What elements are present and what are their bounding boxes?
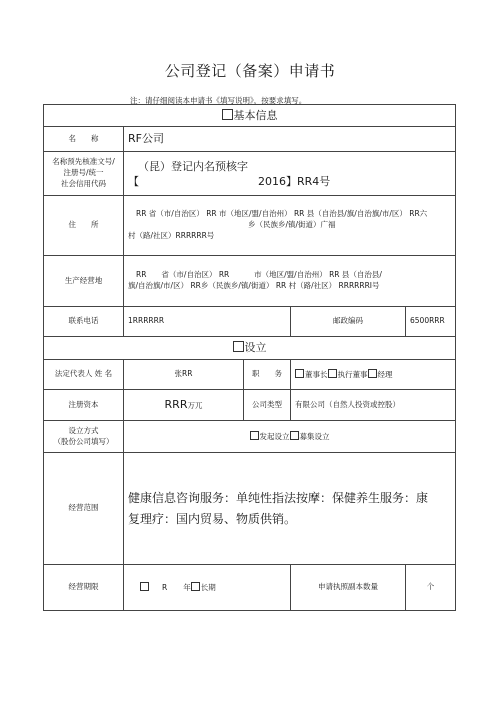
rep-row bbox=[44, 360, 456, 390]
prename-label bbox=[44, 152, 124, 196]
capital-unit: 万兀 bbox=[187, 401, 203, 411]
method-row bbox=[44, 421, 456, 453]
business-scope-field[interactable] bbox=[124, 453, 456, 565]
term-years-unit: 年 bbox=[183, 582, 191, 592]
checkbox-icon[interactable] bbox=[290, 431, 299, 440]
prename-value-line1: （昆）登记内名预核字 bbox=[138, 159, 248, 173]
domicile-row bbox=[44, 196, 456, 256]
place-line1: RR 省（市/自治区） RR 市（地区/盟/自治州） RR 县（自治县/ bbox=[136, 270, 382, 280]
term-options bbox=[124, 565, 291, 611]
chairman-option: 董事长 bbox=[305, 369, 328, 379]
prename-row bbox=[44, 152, 456, 196]
domicile-line2: 乡（民族乡/镇/街道）广福 bbox=[248, 220, 336, 230]
checkbox-icon[interactable] bbox=[295, 369, 304, 378]
section-basic-header bbox=[44, 105, 456, 127]
place-line2: 旗/自治旗/市/区） RR乡（民族乡/镇/街道） RR 村（路/社区） RRRRRRI号 bbox=[128, 281, 380, 290]
company-type-label: 公司类型 bbox=[244, 390, 291, 421]
section-basic-row bbox=[44, 105, 456, 127]
scope-line1: 健康信息咨询服务：单纯性指法按摩：保健养生服务：康 bbox=[128, 490, 429, 505]
executive-director-option: 执行董事 bbox=[337, 369, 368, 379]
name-row bbox=[44, 127, 456, 152]
page-title: 公司登记（备案）申请书 bbox=[164, 62, 336, 80]
domicile-line1: RR 省（市/自治区） RR 市（地区/盟/自治州） RR 县（自治县/旗/自治旗/市/区） RR六 bbox=[136, 209, 428, 219]
domicile-line3: 村（路/社区）RRRRRR号 bbox=[128, 230, 215, 240]
company-type-field[interactable]: 有限公司（自然人投资或控股） bbox=[291, 390, 456, 421]
copies-label: 申请执照副本数量 bbox=[291, 565, 406, 611]
scope-row bbox=[44, 453, 456, 565]
subscription-option: 募集设立 bbox=[299, 431, 330, 441]
checkbox-icon[interactable] bbox=[233, 341, 244, 352]
name-label: 名 称 bbox=[44, 127, 124, 152]
checkbox-icon[interactable] bbox=[191, 582, 200, 591]
scope-line2: 复理疗：国内贸易、物质供销。 bbox=[128, 511, 297, 526]
capital-value: RRR bbox=[164, 398, 188, 412]
section-setup-row bbox=[44, 337, 456, 360]
company-name-field[interactable]: RF公司 bbox=[124, 127, 456, 152]
prename-value-line2 bbox=[128, 174, 451, 188]
scope-label: 经营范围 bbox=[44, 453, 124, 565]
bracket-text: 【 bbox=[128, 175, 139, 189]
method-label-line: 设立方式 bbox=[68, 425, 99, 435]
application-form bbox=[43, 104, 456, 611]
section-setup-header bbox=[44, 337, 456, 360]
method-options bbox=[124, 421, 456, 453]
position-options bbox=[291, 360, 456, 390]
section-setup-title: 设立 bbox=[244, 341, 267, 355]
method-label-line: （股份公司填写） bbox=[53, 436, 114, 446]
term-row bbox=[44, 565, 456, 611]
fill-note: 注：请仔细阅读本申请书《填写说明》，按要求填写。 bbox=[130, 96, 307, 105]
prename-label-line: 注册号/统一 bbox=[63, 168, 104, 178]
checkbox-icon[interactable] bbox=[368, 369, 377, 378]
prename-label-line: 名称预先核准文号/ bbox=[52, 157, 115, 167]
rep-label: 法定代表人 姓 名 bbox=[44, 360, 124, 390]
postal-field[interactable]: 6500RRR bbox=[406, 307, 456, 337]
place-label: 生产经营地 bbox=[44, 256, 124, 307]
business-place-field[interactable] bbox=[124, 256, 456, 307]
place-row bbox=[44, 256, 456, 307]
domicile-field[interactable] bbox=[124, 196, 456, 256]
term-label: 经营期限 bbox=[44, 565, 124, 611]
term-years-value: R bbox=[162, 582, 168, 592]
checkbox-icon[interactable] bbox=[250, 431, 259, 440]
position-label: 职 务 bbox=[244, 360, 291, 390]
manager-option: 经理 bbox=[377, 369, 393, 379]
domicile-label: 住 所 bbox=[44, 196, 124, 256]
checkbox-icon[interactable] bbox=[328, 369, 337, 378]
postal-label: 邮政编码 bbox=[291, 307, 406, 337]
section-basic-title: 基本信息 bbox=[233, 108, 278, 122]
long-term-option: 长期 bbox=[200, 582, 216, 592]
checkbox-icon[interactable] bbox=[222, 109, 233, 120]
checkbox-icon[interactable] bbox=[140, 582, 149, 591]
prename-number-field[interactable] bbox=[124, 152, 456, 196]
promotion-option: 发起设立 bbox=[259, 431, 290, 441]
capital-row bbox=[44, 390, 456, 421]
method-label bbox=[44, 421, 124, 453]
contact-row bbox=[44, 307, 456, 337]
phone-field[interactable]: 1RRRRRR bbox=[124, 307, 291, 337]
prename-number-text: 2016】RR4号 bbox=[258, 175, 331, 189]
capital-label: 注册资本 bbox=[44, 390, 124, 421]
copies-field[interactable]: 个 bbox=[406, 565, 456, 611]
prename-label-line: 社会信用代码 bbox=[61, 178, 106, 188]
rep-name-field[interactable]: 张RR bbox=[124, 360, 244, 390]
phone-label: 联系电话 bbox=[44, 307, 124, 337]
capital-field[interactable] bbox=[124, 390, 244, 421]
